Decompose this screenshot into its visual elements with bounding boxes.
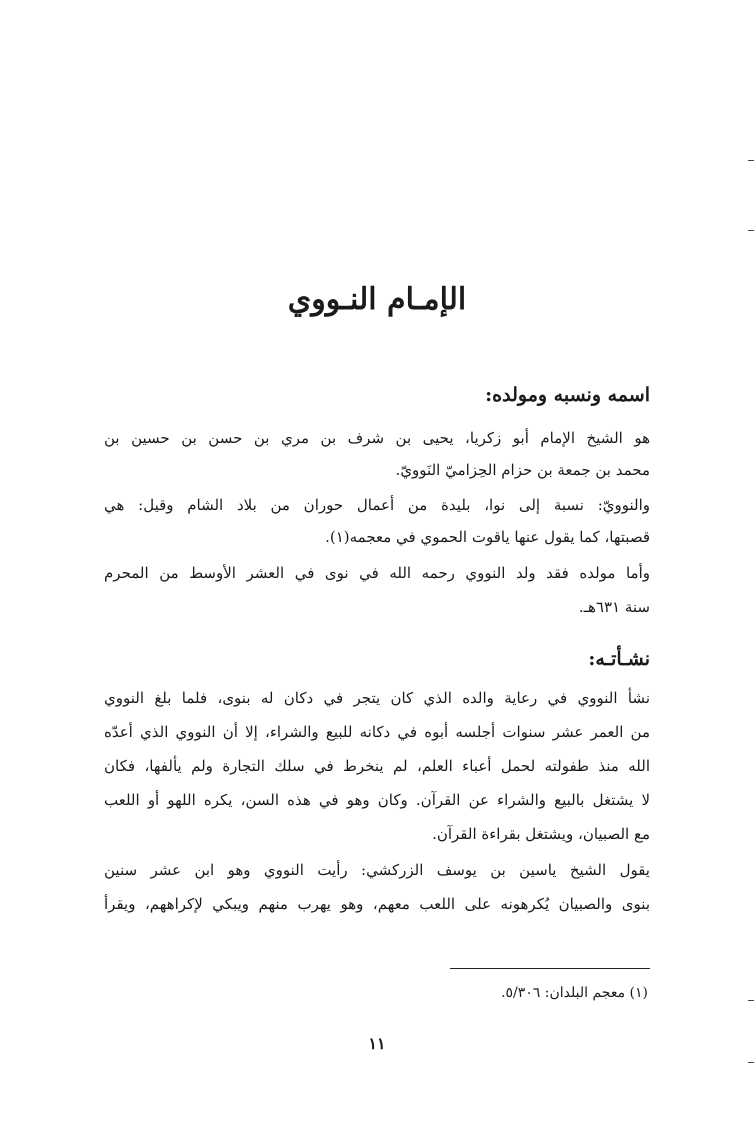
edge-mark	[748, 1000, 754, 1001]
paragraph-line: من العمر عشر سنوات أجلسه أبوه في دكانه للبيع والشراء، إلا أن النووي الذي أعدّه	[104, 723, 650, 741]
paragraph-line: بنوى والصبيان يُكرهونه على اللعب معهم، وهو يهرب منهم ويبكي لإكراههم، ويقرأ	[104, 895, 650, 913]
paragraph-line: قصبتها، كما يقول عنها ياقوت الحموي في معجمه(١).	[325, 528, 650, 546]
paragraph-line: هو الشيخ الإمام أبو زكريا، يحيى بن شرف بن مري بن حسن بن حسين بن	[104, 429, 650, 447]
paragraph-line: وأما مولده فقد ولد النووي رحمه الله في نوى في العشر الأوسط من المحرم	[104, 564, 650, 582]
paragraph-line: والنوويّ: نسبة إلى نوا، بليدة من أعمال حوران من بلاد الشام وقيل: هي	[104, 496, 650, 514]
paragraph-line: سنة ٦٣١هـ.	[578, 598, 650, 616]
section-heading-name-lineage: اسمه ونسبه ومولده:	[485, 384, 650, 406]
footnote: (١) معجم البلدان: ٥/٣٠٦.	[501, 985, 648, 1001]
paragraph-line: الله منذ طفولته لحمل أعباء العلم، لم ينخرط في سلك التجارة ولم يألفها، فكان	[104, 757, 650, 775]
page-title: الإمـام النـووي	[287, 282, 467, 317]
paragraph-line: يقول الشيخ ياسين بن يوسف الزركشي: رأيت النووي وهو ابن عشر سنين	[104, 861, 650, 879]
edge-mark	[748, 160, 754, 161]
page-number: ١١	[368, 1034, 386, 1053]
edge-mark	[748, 1062, 754, 1063]
edge-mark	[748, 230, 754, 231]
footnote-separator	[450, 968, 650, 969]
paragraph-line: لا يشتغل بالبيع والشراء عن القرآن. وكان وهو في هذه السن، يكره اللهو أو اللعب	[104, 791, 650, 809]
paragraph-line: نشأ النووي في رعاية والده الذي كان يتجر في دكان له بنوى، فلما بلغ النووي	[104, 689, 650, 707]
paragraph-line: مع الصبيان، ويشتغل بقراءة القرآن.	[432, 825, 650, 843]
paragraph-line: محمد بن جمعة بن حزام الحِزاميّ النَوويّ.	[395, 461, 650, 479]
section-heading-upbringing: نشـأتـه:	[588, 648, 650, 670]
